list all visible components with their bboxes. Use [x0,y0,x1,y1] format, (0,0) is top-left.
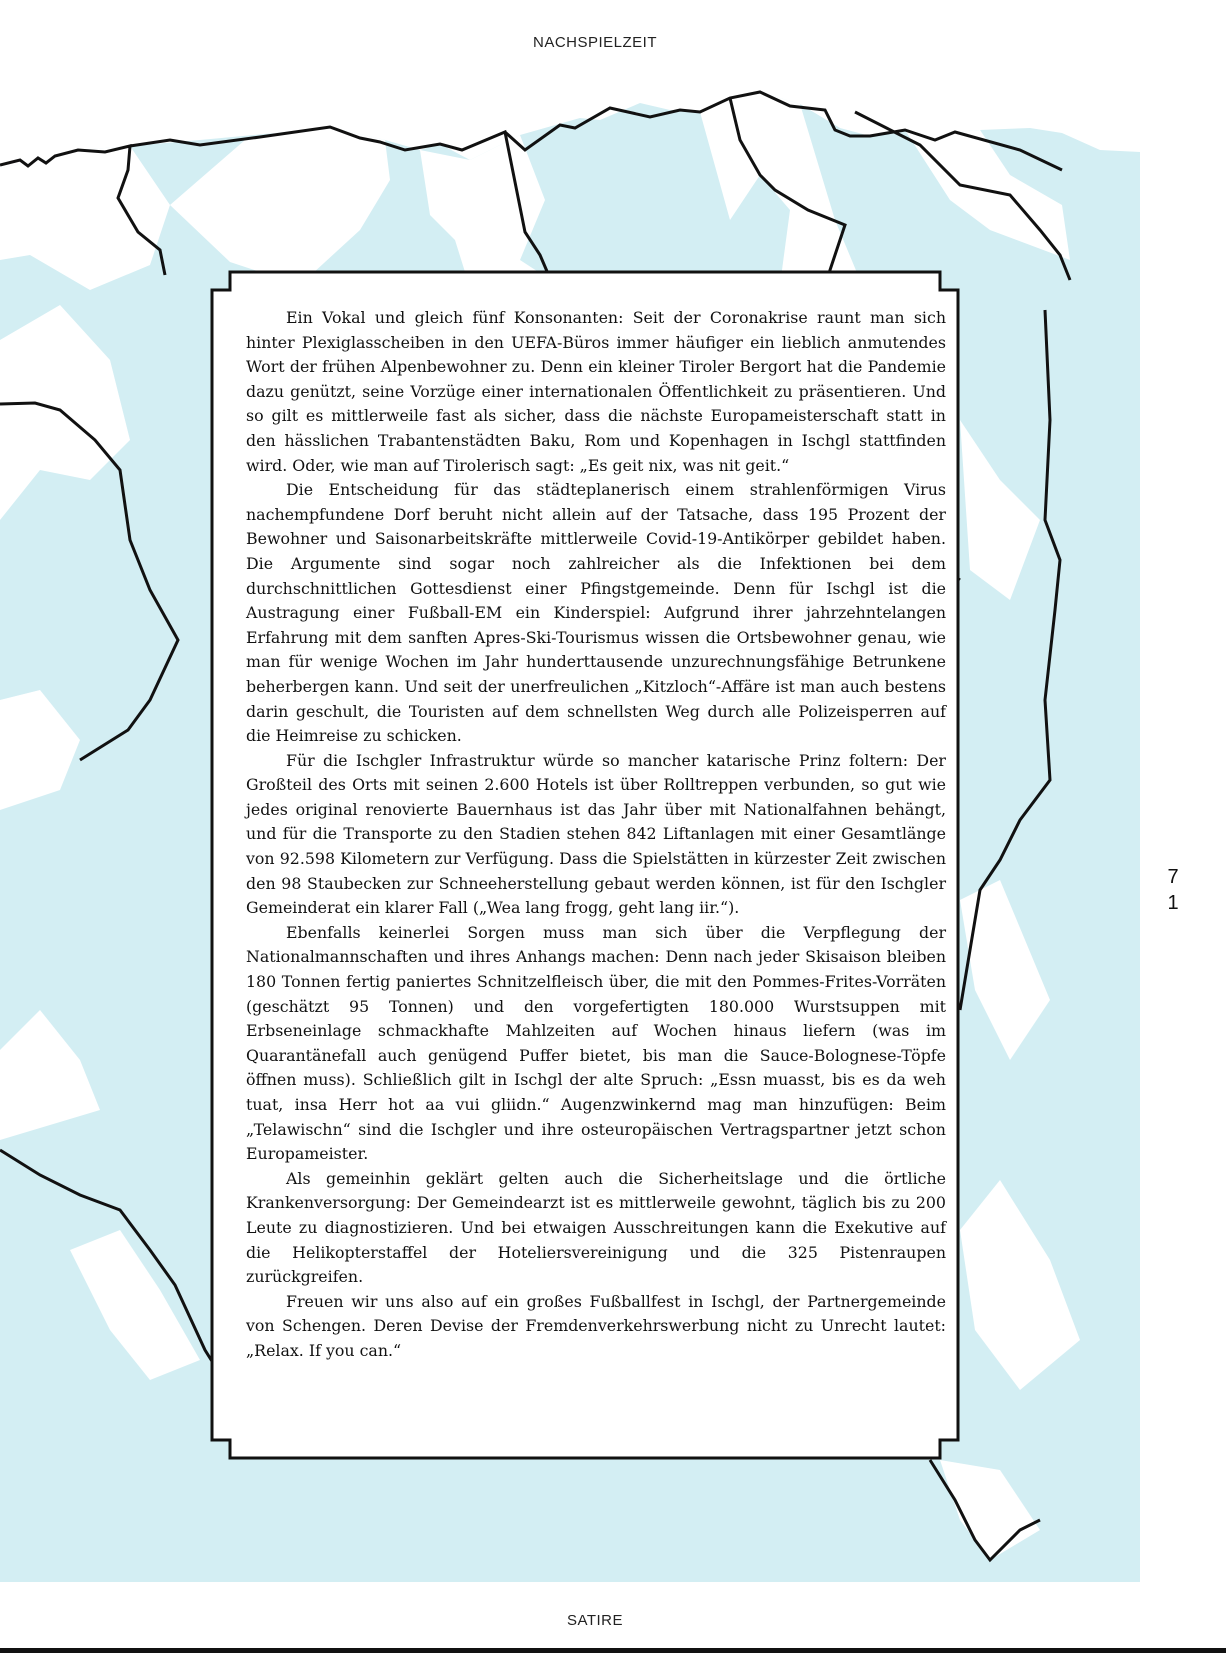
paragraph-6: Freuen wir uns also auf ein großes Fußballfest in Ischgl, der Partnergemeinde von Schengen. Deren Devise der Fremdenverkehrswerbung nicht zu Unrecht lautet: „Relax. If you can.“ [246,1291,946,1360]
section-header: NACHSPIELZEIT [532,34,658,51]
paragraph-1: Ein Vokal und gleich fünf Konsonanten: Seit der Coronakrise raunt man sich hinter Plexiglasscheiben in den UEFA-Büros immer häufiger ein lieblich anmutendes Wort der frühen Alpenbewohner zu. Denn ein kleiner Tiroler Bergort hat die Pandemie dazu genützt, seine Vorzüge einer internationalen Öffentlichkeit zu präsentieren. Und so gilt es mittlerweile fast als sicher, dass die nächste Europameisterschaft statt in den hässlichen Trabantenstädten Baku, Rom und Kopenhagen in Ischgl stattfinden wird. Oder, wie man auf Tirolerisch sagt: „Es geit nix, was nit geit.“ [246,308,946,475]
page-number-digit-2: 1 [1167,892,1179,914]
section-footer: SATIRE [566,1612,624,1629]
paragraph-5: Als gemeinhin geklärt gelten auch die Sicherheitslage und die örtliche Krankenversorgung: Der Gemeindearzt ist es mittlerweile gewohnt, täglich bis zu 200 Leute zu diagnostizieren. Und bei etwaigen Ausschreitungen kann die Exekutive auf die Helikopterstaffel der Hoteliersvereinigung und die 325 Pistenraupen zurückgreifen. [246,1168,946,1287]
page-number-digit-1: 7 [1167,866,1179,888]
bottom-rule [0,1648,1226,1653]
paragraph-2: Die Entscheidung für das städteplanerisch einem strahlenförmigen Virus nachempfundene Dorf beruht nicht allein auf der Tatsache, dass 195 Prozent der Bewohner und Saisonarbeitskräfte mittlerweile Covid-19-Antikörper gebildet haben. Die Argumente sind sogar noch zahlreicher als die Infektionen bei dem durchschnittlichen Gottesdienst einer Pfingstgemeinde. Denn für Ischgl ist die Austragung einer Fußball-EM ein Kinderspiel: Aufgrund ihrer jahrzehntelangen Erfahrung mit dem sanften Apres-Ski-Tourismus wissen die Ortsbewohner genau, wie man für wenige Wochen im Jahr hunderttausende unzurechnungsfähige Betrunkene beherbergen kann. Und seit der unerfreulichen „Kitzloch“-Affäre ist man auch bestens darin geschult, die Touristen auf dem schnellsten Weg durch alle Polizeisperren auf die Heimreise zu schicken. [246,480,946,746]
paragraph-4: Ebenfalls keinerlei Sorgen muss man sich über die Verpflegung der Nationalmannschaften und ihres Anhangs machen: Denn nach jeder Skisaison bleiben 180 Tonnen fertig paniertes Schnitzelfleisch über, die mit den Pommes-Frites-Vorräten (geschätzt 95 Tonnen) und den vorgefertigten 180.000 Wurstsuppen mit Erbseneinlage schmackhafte Mahlzeiten auf Wochen hinaus liefern (was im Quarantänefall auch genügend Puffer bietet, bis man die Sauce-Bolognese-Töpfe öffnen muss). Schließlich gilt in Ischgl der alte Spruch: „Essn muasst, bis es da weh tuat, insa Herr hot aa vui gliidn.“ Augenzwinkernd mag man hinzufügen: Beim „Telawischn“ sind die Ischgler und ihre osteuropäischen Vertragspartner jetzt schon Europameister. [246,922,946,1164]
page-number [1163,864,1183,916]
paragraph-3: Für die Ischgler Infrastruktur würde so mancher katarische Prinz foltern: Der Großteil des Orts mit seinen 2.600 Hotels ist über Rolltreppen verbunden, so gut wie jedes original renovierte Bauernhaus ist das Jahr über mit Nationalfahnen behängt, und für die Transporte zu den Stadien stehen 842 Liftanlagen mit einer Gesamtlänge von 92.598 Kilometern zur Verfügung. Dass die Spielstätten in kürzester Zeit zwischen den 98 Staubecken zur Schneeherstellung gebaut werden können, ist für den Ischgler Gemeinderat ein klarer Fall („Wea lang frogg, geht lang iir.“). [246,750,946,918]
article-body [246,306,946,1364]
